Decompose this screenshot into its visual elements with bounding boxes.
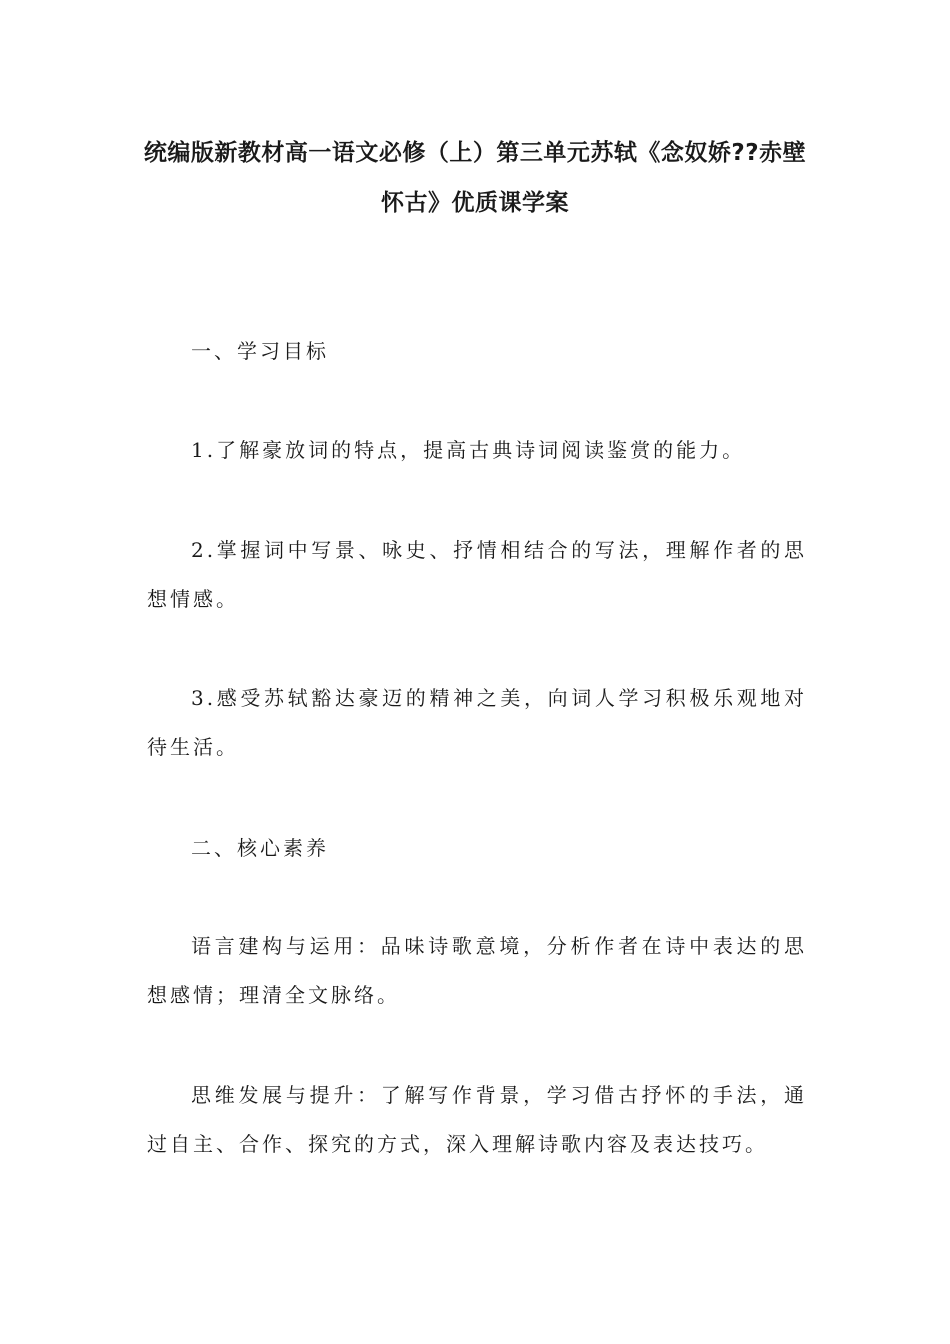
goal-item-2: 2.掌握词中写景、咏史、抒情相结合的写法，理解作者的思想情感。 — [147, 538, 807, 611]
literacy-item-language: 语言建构与运用：品味诗歌意境，分析作者在诗中表达的思想感情；理清全文脉络。 — [147, 934, 807, 1007]
goal-item-1: 1.了解豪放词的特点，提高古典诗词阅读鉴赏的能力。 — [191, 438, 746, 462]
document-title: 统编版新教材高一语文必修（上）第三单元苏轼《念奴娇??赤壁怀古》优质课学案 — [143, 140, 807, 216]
section-heading-core-literacy: 二、核心素养 — [191, 836, 329, 860]
literacy-item-thinking: 思维发展与提升：了解写作背景，学习借古抒怀的手法，通过自主、合作、探究的方式，深入理解诗歌内容及表达技巧。 — [147, 1083, 807, 1156]
goal-item-3: 3.感受苏轼豁达豪迈的精神之美，向词人学习积极乐观地对待生活。 — [147, 686, 807, 759]
section-heading-learning-goals: 一、学习目标 — [191, 339, 329, 363]
